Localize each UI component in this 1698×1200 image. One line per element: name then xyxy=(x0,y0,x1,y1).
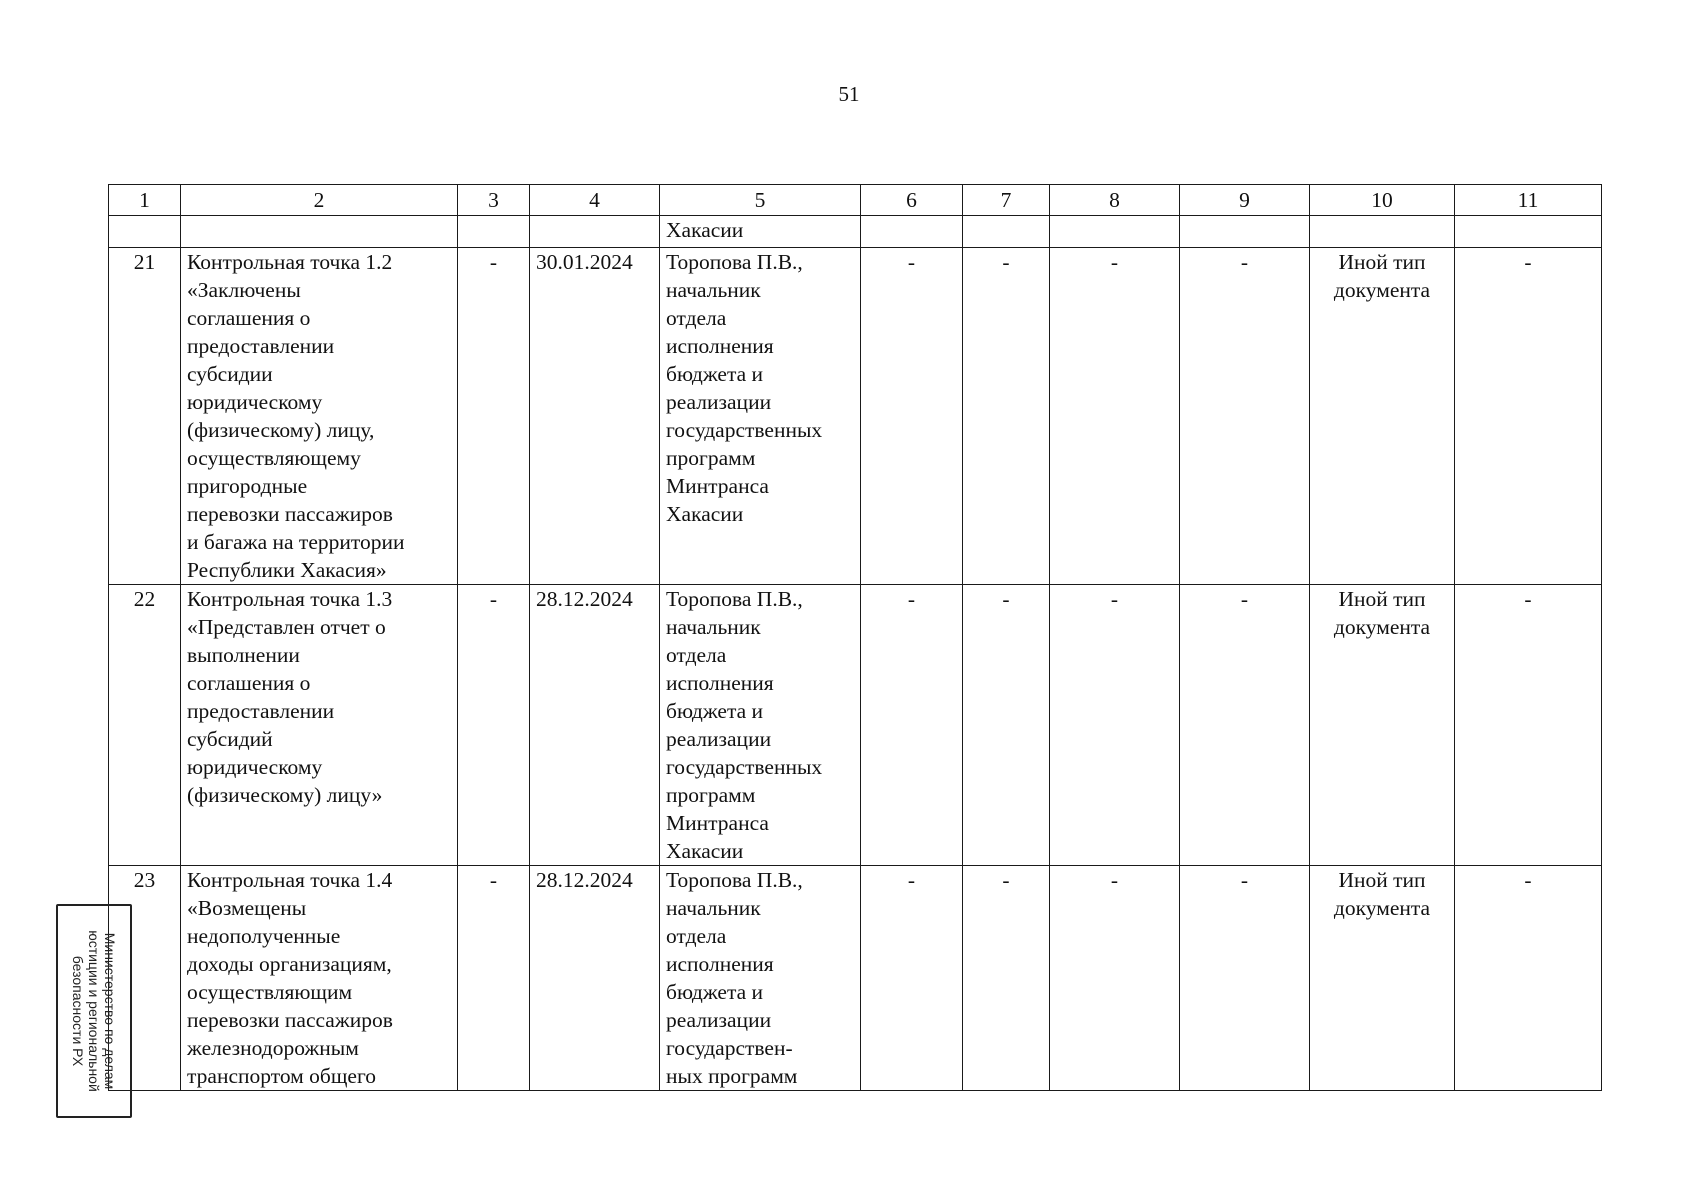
col6-value: - xyxy=(861,585,963,866)
control-point-name-line: (физическому) лицу, xyxy=(187,418,375,442)
carryover-cell xyxy=(530,216,660,248)
stamp-line: безопасности РХ xyxy=(70,955,86,1067)
document-type-line: документа xyxy=(1333,615,1431,639)
control-point-name-line: осуществляющему xyxy=(187,446,361,470)
control-point-name-line: субсидии xyxy=(187,362,273,386)
col8-value: - xyxy=(1050,866,1180,1091)
control-point-name-line: соглашения о xyxy=(187,306,311,330)
document-type xyxy=(1310,585,1455,866)
header-col-4: 4 xyxy=(530,185,660,216)
control-point-name-line: выполнении xyxy=(187,643,300,667)
control-point-name-line: «Представлен отчет о xyxy=(187,615,386,639)
responsible-person xyxy=(660,585,861,866)
table-header-row xyxy=(109,185,1602,216)
col9-value: - xyxy=(1180,866,1310,1091)
carryover-cell xyxy=(1050,216,1180,248)
carryover-row xyxy=(109,216,1602,248)
responsible-person-line: реализации xyxy=(666,1008,772,1032)
responsible-person-line: отдела xyxy=(666,643,727,667)
control-point-name-line: предоставлении xyxy=(187,334,335,358)
col11-value: - xyxy=(1455,248,1602,585)
registration-stamp xyxy=(56,904,132,1118)
col3-value: - xyxy=(458,585,530,866)
carryover-cell xyxy=(1180,216,1310,248)
responsible-person-line: бюджета и xyxy=(666,980,764,1004)
control-point-name-line: юридическому xyxy=(187,755,323,779)
responsible-person-line: исполнения xyxy=(666,952,774,976)
responsible-person-line: бюджета и xyxy=(666,699,764,723)
header-col-10: 10 xyxy=(1310,185,1455,216)
control-point-name-line: юридическому xyxy=(187,390,323,414)
control-point-name-line: перевозки пассажиров xyxy=(187,1008,393,1032)
responsible-person-line: реализации xyxy=(666,390,772,414)
carryover-cell xyxy=(963,216,1050,248)
row-number: 23 xyxy=(109,866,181,1091)
header-col-8: 8 xyxy=(1050,185,1180,216)
col3-value: - xyxy=(458,866,530,1091)
responsible-person-line: начальник xyxy=(666,278,761,302)
col7-value: - xyxy=(963,866,1050,1091)
col7-value: - xyxy=(963,248,1050,585)
control-point-name-line: недополученные xyxy=(187,924,341,948)
header-col-9: 9 xyxy=(1180,185,1310,216)
col8-value: - xyxy=(1050,585,1180,866)
control-points-table xyxy=(108,184,1602,1091)
control-point-name-line: субсидий xyxy=(187,727,273,751)
responsible-person-line: Хакасии xyxy=(666,839,744,863)
due-date: 28.12.2024 xyxy=(530,866,660,1091)
header-col-11: 11 xyxy=(1455,185,1602,216)
control-point-name-line: (физическому) лицу» xyxy=(187,783,383,807)
control-point-name-line: и багажа на территории xyxy=(187,530,405,554)
col6-value: - xyxy=(861,248,963,585)
control-point-name-line: Контрольная точка 1.2 xyxy=(187,250,393,274)
document-type-line: Иной тип xyxy=(1338,587,1426,611)
table-row xyxy=(109,585,1602,866)
responsible-person-line: отдела xyxy=(666,306,727,330)
responsible-person-line: Минтранса xyxy=(666,811,769,835)
header-col-2: 2 xyxy=(181,185,458,216)
carryover-cell xyxy=(109,216,181,248)
control-point-name xyxy=(181,248,458,585)
control-point-name-line: транспортом общего xyxy=(187,1064,376,1088)
document-type-line: Иной тип xyxy=(1338,250,1426,274)
carryover-cell xyxy=(1310,216,1455,248)
responsible-person-line: реализации xyxy=(666,727,772,751)
page-number: 51 xyxy=(838,82,860,106)
control-point-name-line: доходы организациям, xyxy=(187,952,392,976)
col9-value: - xyxy=(1180,248,1310,585)
table-row xyxy=(109,866,1602,1091)
carryover-cell xyxy=(181,216,458,248)
document-type-line: документа xyxy=(1333,278,1431,302)
col6-value: - xyxy=(861,866,963,1091)
responsible-person-line: Торопова П.В., xyxy=(666,587,803,611)
responsible-person-line: государствен- xyxy=(666,1036,793,1060)
control-point-name-line: пригородные xyxy=(187,474,308,498)
document-type xyxy=(1310,248,1455,585)
control-point-name-line: предоставлении xyxy=(187,699,335,723)
header-col-6: 6 xyxy=(861,185,963,216)
control-point-name xyxy=(181,585,458,866)
responsible-person-line: Торопова П.В., xyxy=(666,868,803,892)
row-number: 21 xyxy=(109,248,181,585)
control-point-name-line: «Возмещены xyxy=(187,896,307,920)
carryover-responsible: Хакасии xyxy=(660,216,861,248)
control-point-name-line: Республики Хакасия» xyxy=(187,558,387,582)
control-point-name xyxy=(181,866,458,1091)
control-point-name-line: Контрольная точка 1.4 xyxy=(187,868,393,892)
due-date: 30.01.2024 xyxy=(530,248,660,585)
responsible-person-line: начальник xyxy=(666,615,761,639)
responsible-person-line: программ xyxy=(666,783,756,807)
responsible-person-line: Минтранса xyxy=(666,474,769,498)
responsible-person-line: Хакасии xyxy=(666,502,744,526)
col11-value: - xyxy=(1455,866,1602,1091)
responsible-person-line: исполнения xyxy=(666,671,774,695)
responsible-person-line: начальник xyxy=(666,896,761,920)
row-number: 22 xyxy=(109,585,181,866)
control-point-name-line: соглашения о xyxy=(187,671,311,695)
stamp-line: Министерство по делам xyxy=(102,932,118,1090)
responsible-person-line: исполнения xyxy=(666,334,774,358)
col8-value: - xyxy=(1050,248,1180,585)
carryover-cell xyxy=(458,216,530,248)
control-point-name-line: железнодорожным xyxy=(187,1036,359,1060)
carryover-cell xyxy=(1455,216,1602,248)
header-col-7: 7 xyxy=(963,185,1050,216)
responsible-person-line: программ xyxy=(666,446,756,470)
col7-value: - xyxy=(963,585,1050,866)
control-point-name-line: перевозки пассажиров xyxy=(187,502,393,526)
table-row xyxy=(109,248,1602,585)
responsible-person xyxy=(660,248,861,585)
control-point-name-line: «Заключены xyxy=(187,278,301,302)
responsible-person-line: Торопова П.В., xyxy=(666,250,803,274)
responsible-person-line: ных программ xyxy=(666,1064,798,1088)
header-col-5: 5 xyxy=(660,185,861,216)
document-type-line: Иной тип xyxy=(1338,868,1426,892)
col11-value: - xyxy=(1455,585,1602,866)
control-point-name-line: осуществляющим xyxy=(187,980,353,1004)
document-type xyxy=(1310,866,1455,1091)
responsible-person-line: отдела xyxy=(666,924,727,948)
document-type-line: документа xyxy=(1333,896,1431,920)
responsible-person xyxy=(660,866,861,1091)
header-col-1: 1 xyxy=(109,185,181,216)
col9-value: - xyxy=(1180,585,1310,866)
carryover-cell xyxy=(861,216,963,248)
table-body xyxy=(109,185,1602,1091)
responsible-person-line: государственных xyxy=(666,418,823,442)
header-col-3: 3 xyxy=(458,185,530,216)
responsible-person-line: бюджета и xyxy=(666,362,764,386)
stamp-line: юстиции и региональной xyxy=(86,930,102,1092)
responsible-person-line: государственных xyxy=(666,755,823,779)
col3-value: - xyxy=(458,248,530,585)
due-date: 28.12.2024 xyxy=(530,585,660,866)
control-point-name-line: Контрольная точка 1.3 xyxy=(187,587,393,611)
